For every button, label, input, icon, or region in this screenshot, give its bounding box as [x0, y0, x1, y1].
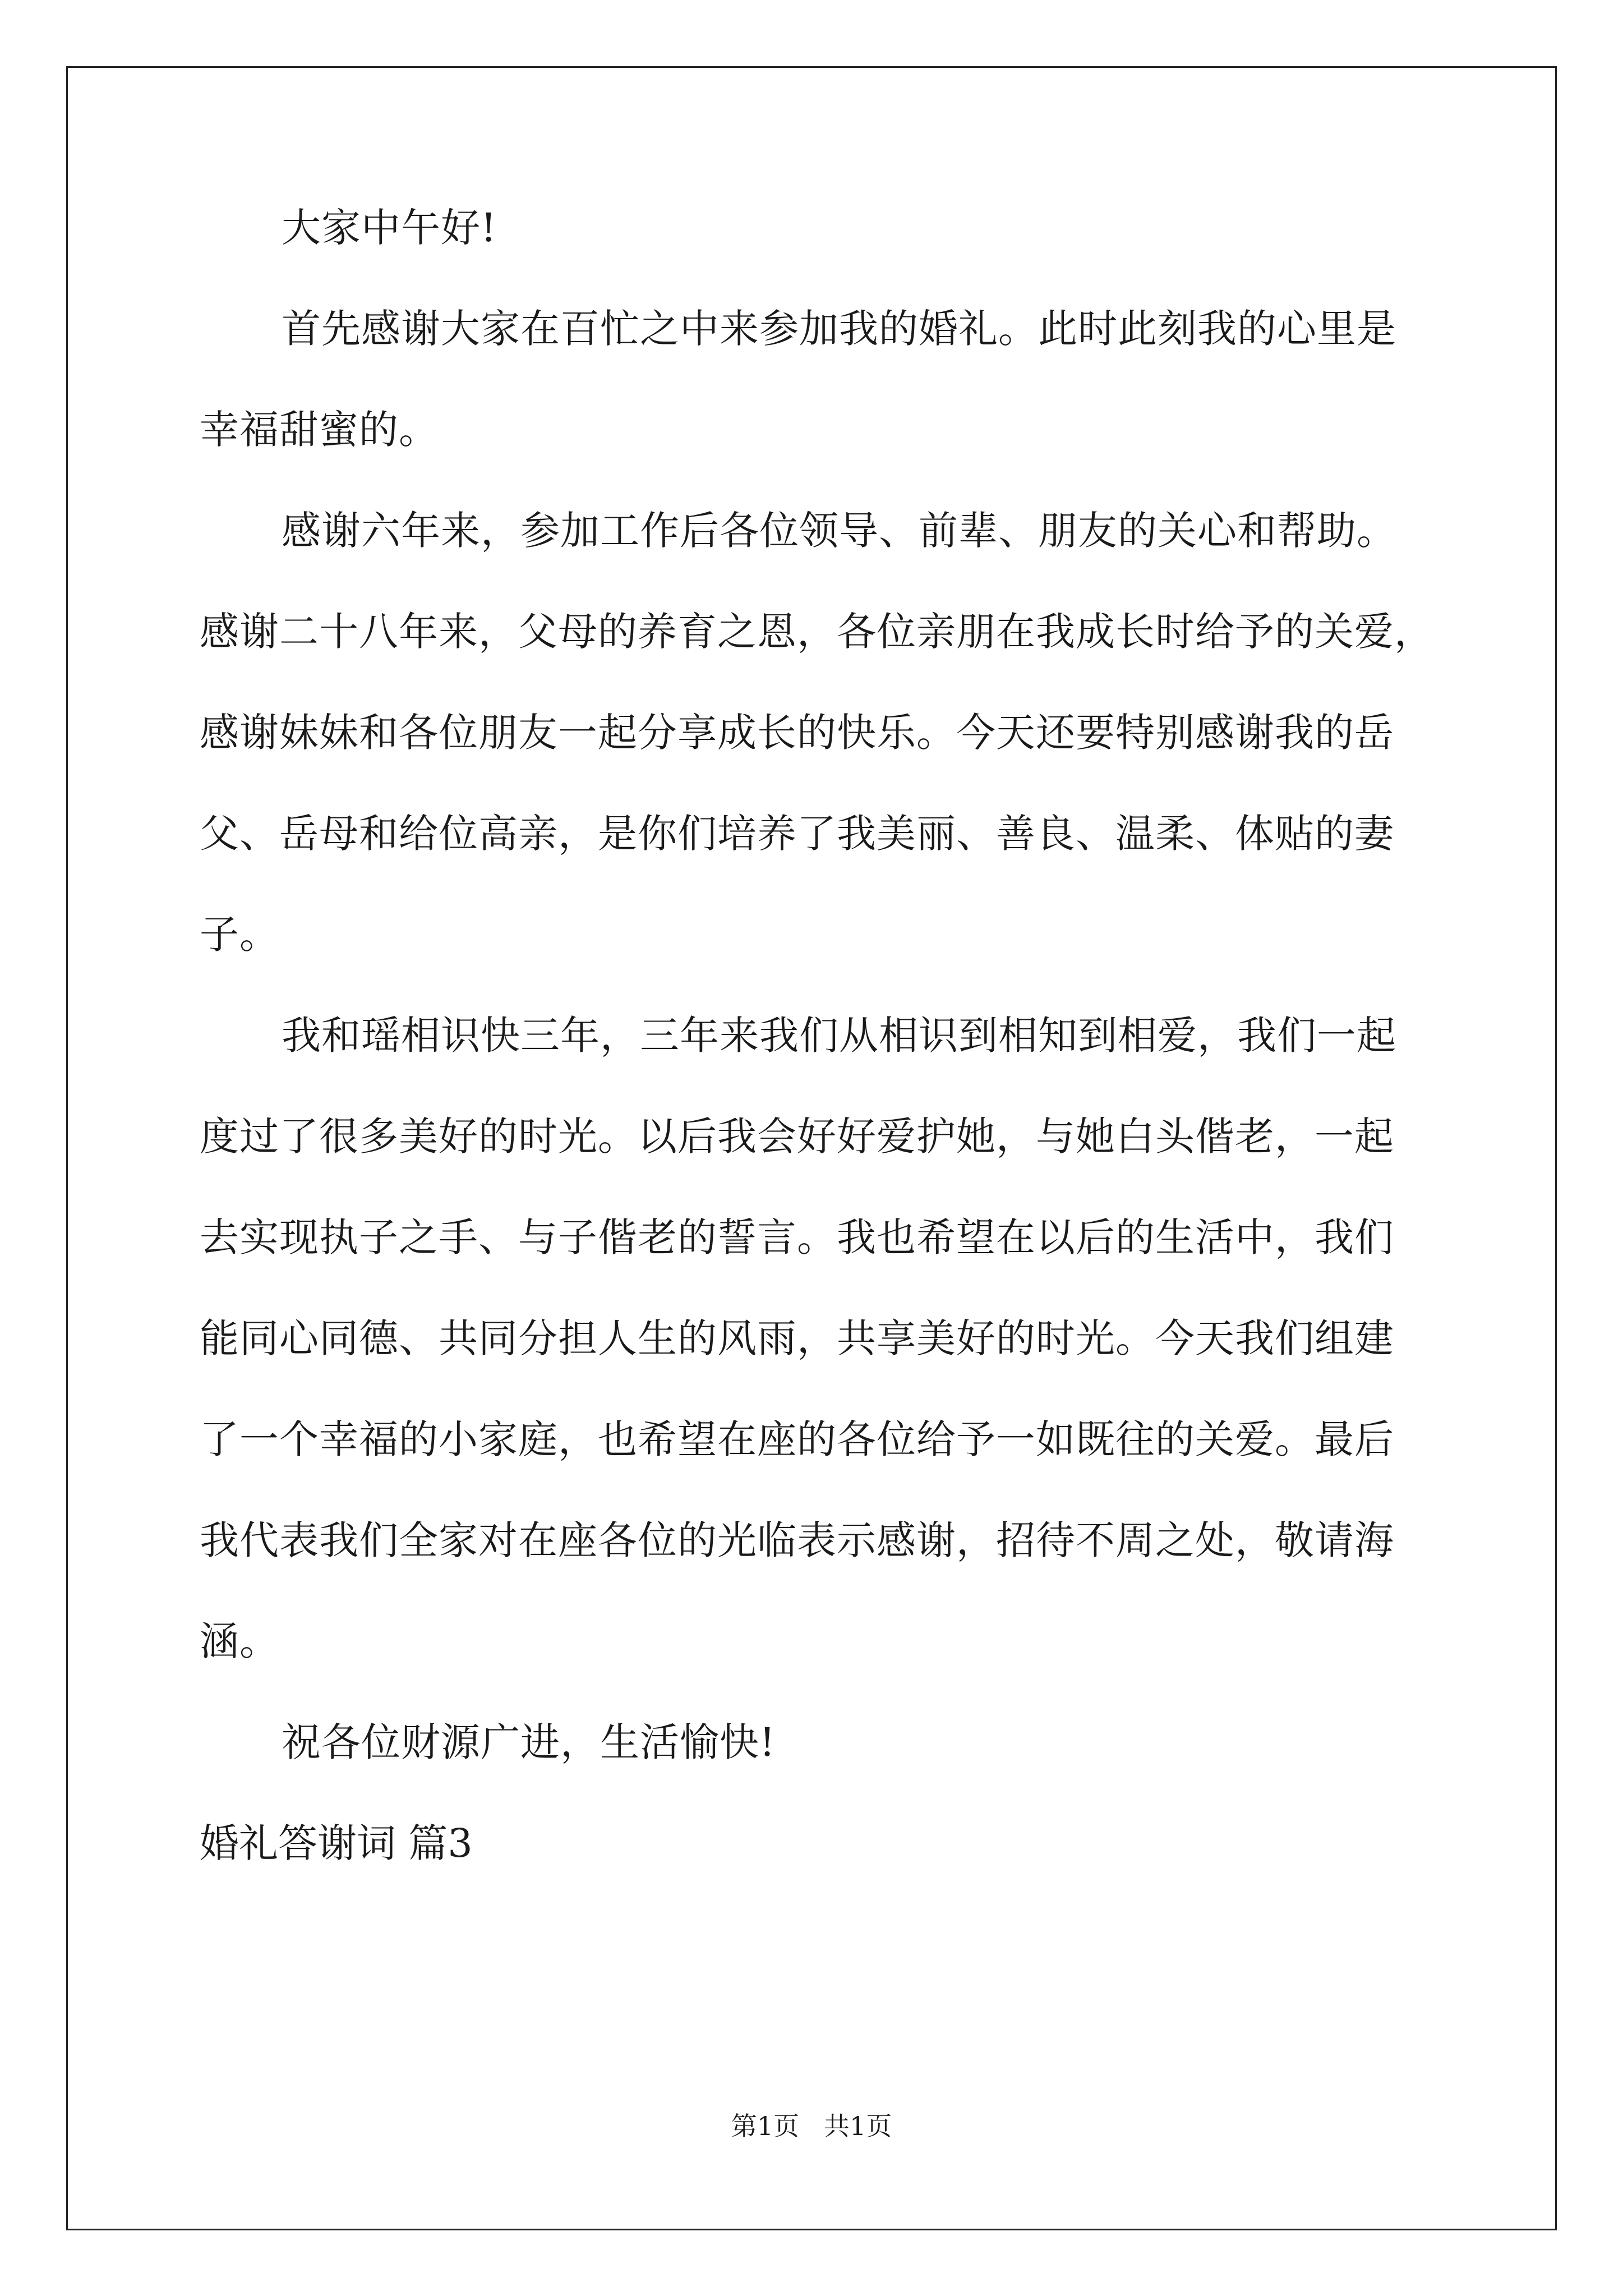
paragraph-line: 感谢六年来，参加工作后各位领导、前辈、朋友的关心和帮助。	[282, 508, 1396, 554]
page-footer	[0, 2109, 1623, 2143]
page-total: 共1页	[823, 2111, 892, 2141]
paragraph-line: 去实现执子之手、与子偕老的誓言。我也希望在以后的生活中，我们	[200, 1214, 1394, 1260]
paragraph-line: 我和瑶相识快三年，三年来我们从相识到相知到相爱，我们一起	[282, 1013, 1396, 1059]
paragraph-closing: 祝各位财源广进，生活愉快!	[282, 1719, 776, 1765]
paragraph-line: 首先感谢大家在百忙之中来参加我的婚礼。此时此刻我的心里是	[282, 306, 1396, 352]
paragraph-line: 幸福甜蜜的。	[200, 407, 439, 453]
paragraph-line: 了一个幸福的小家庭，也希望在座的各位给予一如既往的关爱。最后	[200, 1416, 1394, 1462]
paragraph-greeting: 大家中午好!	[282, 205, 497, 251]
page-number: 第1页	[731, 2111, 800, 2141]
paragraph-line: 涵。	[200, 1618, 279, 1664]
paragraph-line: 能同心同德、共同分担人生的风雨，共享美好的时光。今天我们组建	[200, 1315, 1394, 1361]
paragraph-line: 感谢二十八年来，父母的养育之恩，各位亲朋在我成长时给予的关爱，	[200, 609, 1434, 655]
paragraph-line: 父、岳母和给位高亲，是你们培养了我美丽、善良、温柔、体贴的妻	[200, 811, 1394, 857]
paragraph-line: 度过了很多美好的时光。以后我会好好爱护她，与她白头偕老，一起	[200, 1114, 1394, 1159]
section-heading: 婚礼答谢词 篇3	[200, 1820, 473, 1866]
paragraph-line: 我代表我们全家对在座各位的光临表示感谢，招待不周之处，敬请海	[200, 1517, 1394, 1563]
paragraph-line: 子。	[200, 912, 279, 958]
paragraph-line: 感谢妹妹和各位朋友一起分享成长的快乐。今天还要特别感谢我的岳	[200, 710, 1394, 756]
